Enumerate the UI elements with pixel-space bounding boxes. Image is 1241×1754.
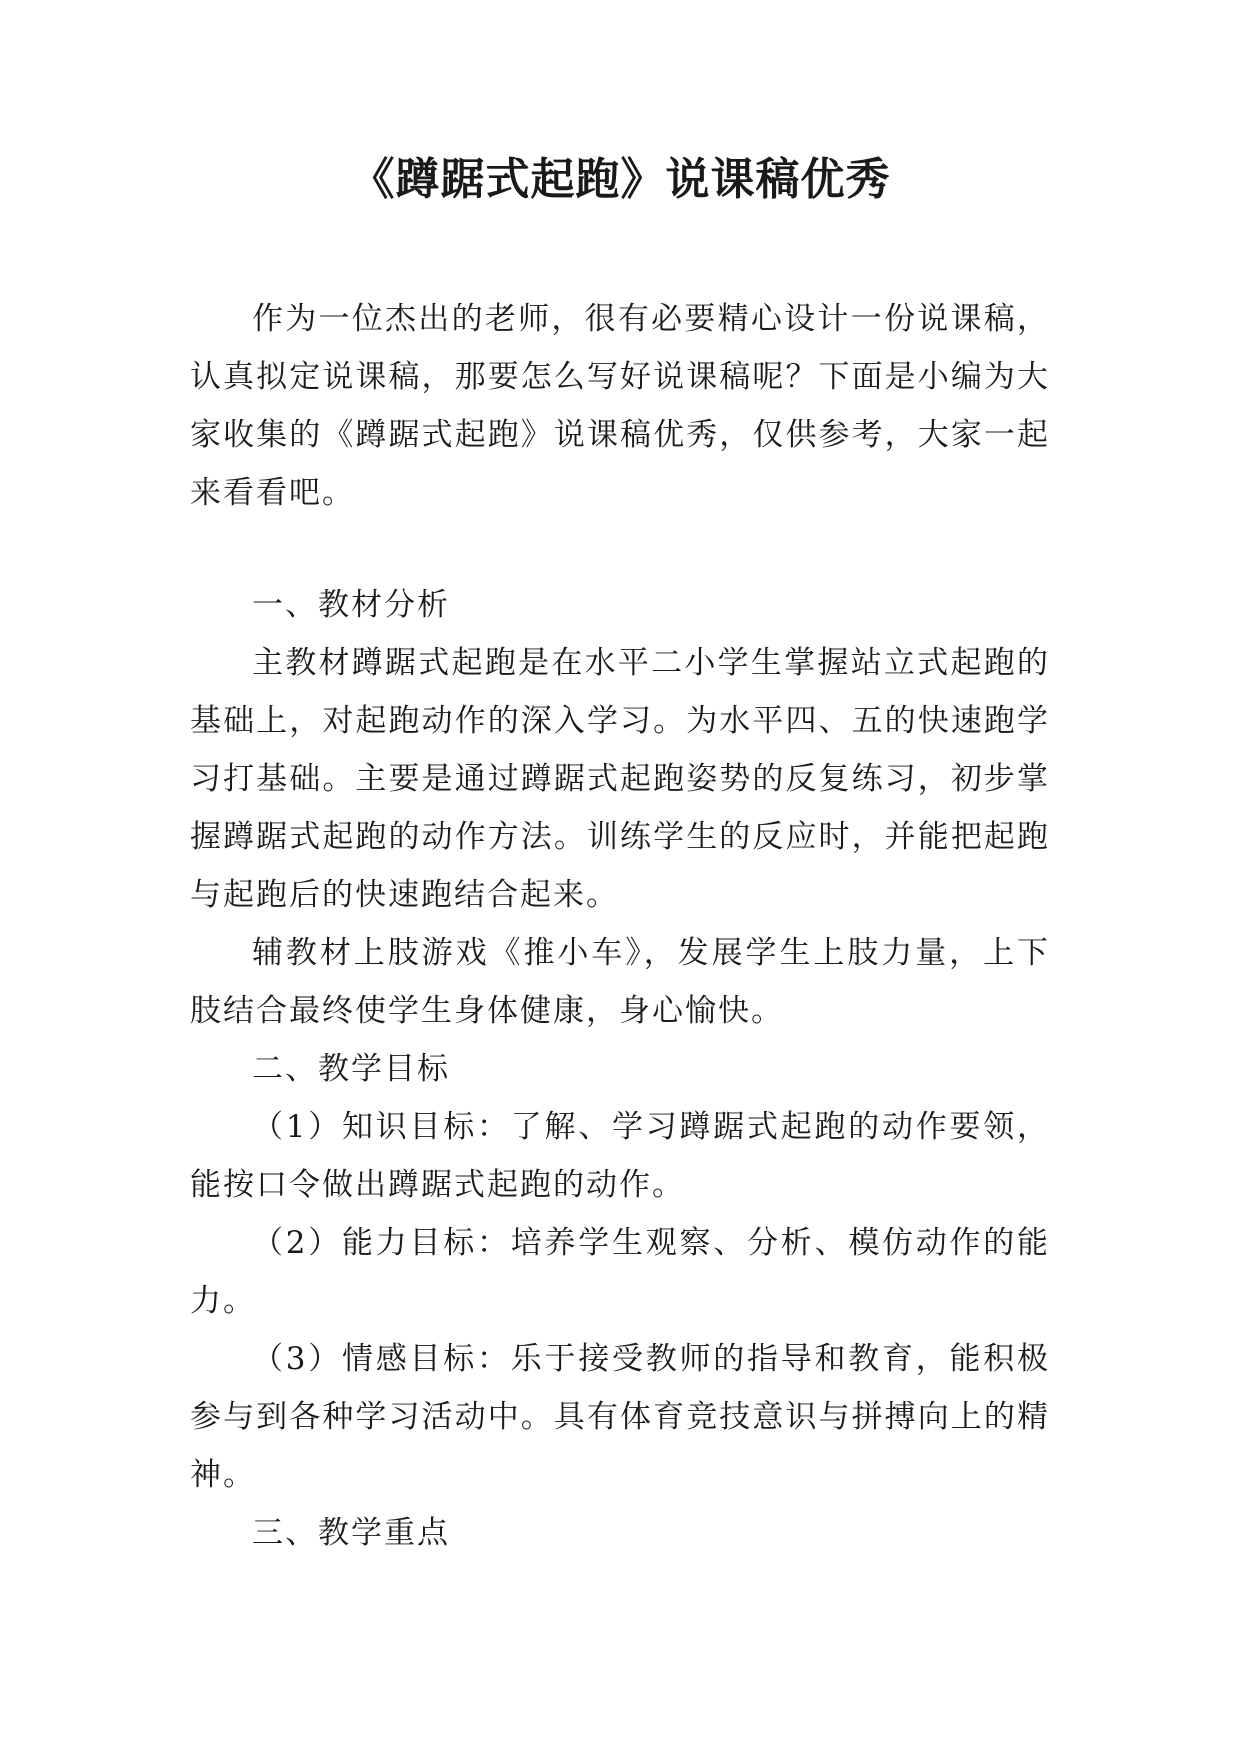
document-title: 《蹲踞式起跑》说课稿优秀 <box>350 154 891 205</box>
main-content <box>190 576 1050 1562</box>
intro-paragraph: 作为一位杰出的老师，很有必要精心设计一份说课稿，认真拟定说课稿，那要怎么写好说课稿呢？下面是小编为大家收集的《蹲踞式起跑》说课稿优秀，仅供参考，大家一起来看看吧。 <box>190 301 1050 511</box>
intro-block <box>190 290 1050 522</box>
goal-knowledge: （1）知识目标：了解、学习蹲踞式起跑的动作要领，能按口令做出蹲踞式起跑的动作。 <box>190 1109 1050 1203</box>
paragraph-aux-material: 辅教材上肢游戏《推小车》，发展学生上肢力量，上下肢结合最终使学生身体健康，身心愉快。 <box>190 935 1050 1029</box>
section-heading-material-analysis: 一、教材分析 <box>252 587 450 623</box>
section-heading-teaching-goals: 二、教学目标 <box>252 1051 450 1087</box>
section-heading-teaching-focus: 三、教学重点 <box>252 1515 450 1551</box>
paragraph-main-material: 主教材蹲踞式起跑是在水平二小学生掌握站立式起跑的基础上，对起跑动作的深入学习。为水平四、五的快速跑学习打基础。主要是通过蹲踞式起跑姿势的反复练习，初步掌握蹲踞式起跑的动作方法。训练学生的反应时，并能把起跑与起跑后的快速跑结合起来。 <box>190 645 1050 913</box>
goal-emotion: （3）情感目标：乐于接受教师的指导和教育，能积极参与到各种学习活动中。具有体育竞技意识与拼搏向上的精神。 <box>190 1341 1050 1493</box>
goal-ability: （2）能力目标：培养学生观察、分析、模仿动作的能力。 <box>190 1225 1050 1319</box>
